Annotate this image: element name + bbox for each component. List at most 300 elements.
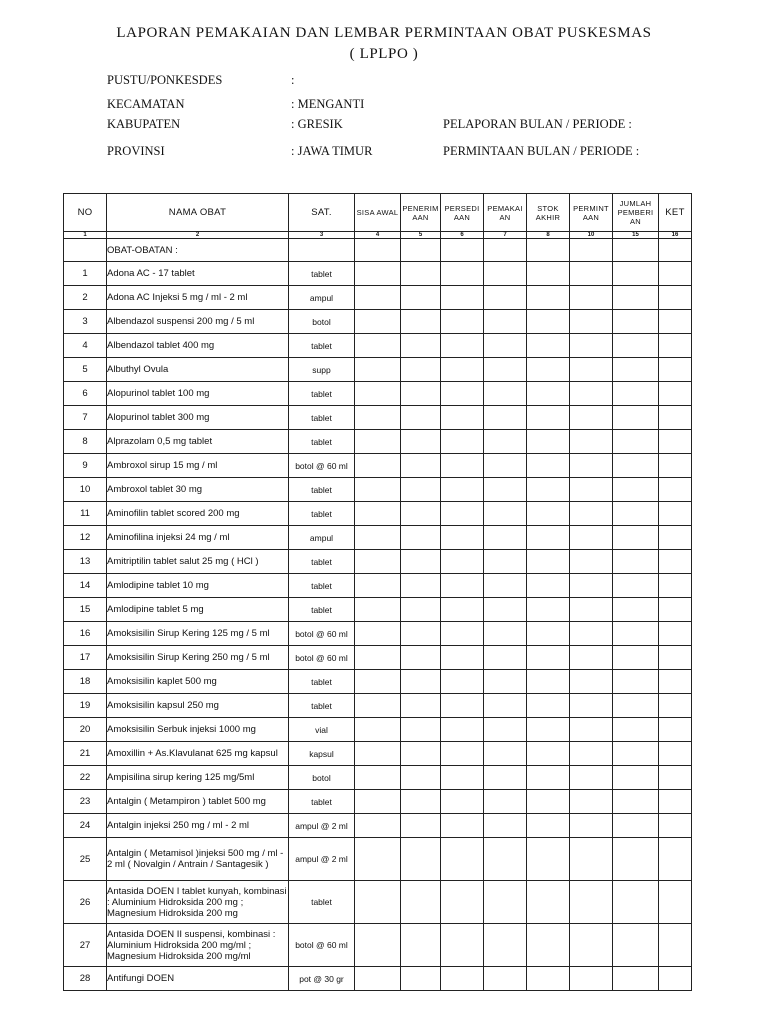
penerimaan-cell <box>401 550 441 574</box>
ket-cell <box>659 694 692 718</box>
sisa-awal-cell <box>355 502 401 526</box>
row-number: 24 <box>64 814 107 838</box>
ket-cell <box>659 334 692 358</box>
jumlah-pemberian-cell <box>613 262 659 286</box>
sisa-awal-cell <box>355 742 401 766</box>
persediaan-cell <box>441 526 484 550</box>
permintaan-cell <box>570 382 613 406</box>
persediaan-cell <box>441 646 484 670</box>
stok-akhir-cell <box>527 790 570 814</box>
table-row <box>64 790 692 814</box>
penerimaan-cell <box>401 790 441 814</box>
drug-unit: botol @ 60 ml <box>289 622 355 646</box>
persediaan-cell <box>441 454 484 478</box>
ket-cell <box>659 670 692 694</box>
pemakaian-cell <box>484 790 527 814</box>
penerimaan-cell <box>401 766 441 790</box>
sisa-awal-cell <box>355 718 401 742</box>
column-number: 8 <box>527 232 570 239</box>
sisa-awal-cell <box>355 838 401 881</box>
penerimaan-cell <box>401 670 441 694</box>
sisa-awal-cell <box>355 967 401 991</box>
drug-name: Amoksisilin Serbuk injeksi 1000 mg <box>107 718 289 742</box>
stok-akhir-cell <box>527 881 570 924</box>
row-number: 26 <box>64 881 107 924</box>
table-row <box>64 574 692 598</box>
penerimaan-cell <box>401 406 441 430</box>
row-number: 28 <box>64 967 107 991</box>
drug-unit: tablet <box>289 478 355 502</box>
pemakaian-cell <box>484 262 527 286</box>
header-ket: KET <box>659 194 692 232</box>
stok-akhir-cell <box>527 967 570 991</box>
permintaan-cell <box>570 454 613 478</box>
table-header-row <box>64 194 692 232</box>
drug-name: Aminofilin tablet scored 200 mg <box>107 502 289 526</box>
stok-akhir-cell <box>527 598 570 622</box>
ket-cell <box>659 382 692 406</box>
stok-akhir-cell <box>527 382 570 406</box>
persediaan-cell <box>441 502 484 526</box>
drug-unit: ampul @ 2 ml <box>289 814 355 838</box>
pemakaian-cell <box>484 766 527 790</box>
row-number: 4 <box>64 334 107 358</box>
persediaan-cell <box>441 598 484 622</box>
drug-unit: tablet <box>289 670 355 694</box>
row-number: 27 <box>64 924 107 967</box>
persediaan-cell <box>441 430 484 454</box>
jumlah-pemberian-cell <box>613 814 659 838</box>
pemakaian-cell <box>484 382 527 406</box>
column-number: 15 <box>613 232 659 239</box>
drug-name: Ambroxol sirup 15 mg / ml <box>107 454 289 478</box>
permintaan-cell <box>570 814 613 838</box>
drug-unit: tablet <box>289 550 355 574</box>
header-sisa-awal: SISA AWAL <box>355 194 401 232</box>
drug-unit: tablet <box>289 694 355 718</box>
table-row <box>64 550 692 574</box>
kecamatan-value: : MENGANTI <box>291 97 365 111</box>
ket-cell <box>659 454 692 478</box>
jumlah-pemberian-cell <box>613 967 659 991</box>
drug-unit: tablet <box>289 598 355 622</box>
jumlah-pemberian-cell <box>613 790 659 814</box>
penerimaan-cell <box>401 694 441 718</box>
permintaan-cell <box>570 924 613 967</box>
pemakaian-cell <box>484 574 527 598</box>
pemakaian-cell <box>484 838 527 881</box>
drug-unit: tablet <box>289 430 355 454</box>
pustu-value: : <box>291 73 295 87</box>
pustu-label: PUSTU/PONKESDES <box>107 73 223 87</box>
pemakaian-cell <box>484 670 527 694</box>
penerimaan-cell <box>401 742 441 766</box>
pemakaian-cell <box>484 924 527 967</box>
provinsi-label: PROVINSI <box>107 144 165 158</box>
persediaan-cell <box>441 790 484 814</box>
pemakaian-cell <box>484 622 527 646</box>
report-subtitle: ( LPLPO ) <box>349 46 419 62</box>
penerimaan-cell <box>401 967 441 991</box>
persediaan-cell <box>441 262 484 286</box>
sisa-awal-cell <box>355 622 401 646</box>
sisa-awal-cell <box>355 881 401 924</box>
jumlah-pemberian-cell <box>613 766 659 790</box>
ket-cell <box>659 967 692 991</box>
drug-unit: tablet <box>289 502 355 526</box>
permintaan-cell <box>570 766 613 790</box>
drug-name: Antasida DOEN I tablet kunyah, kombinasi : Aluminium Hidroksida 200 mg ; Magnesium Hidroksida 200 mg <box>107 881 289 924</box>
penerimaan-cell <box>401 646 441 670</box>
penerimaan-cell <box>401 814 441 838</box>
table-row <box>64 622 692 646</box>
drug-unit: tablet <box>289 382 355 406</box>
penerimaan-cell <box>401 574 441 598</box>
sisa-awal-cell <box>355 550 401 574</box>
jumlah-pemberian-cell <box>613 694 659 718</box>
drug-name: Antalgin injeksi 250 mg / ml - 2 ml <box>107 814 289 838</box>
sisa-awal-cell <box>355 382 401 406</box>
pemakaian-cell <box>484 358 527 382</box>
stok-akhir-cell <box>527 574 570 598</box>
permintaan-cell <box>570 574 613 598</box>
table-row <box>64 454 692 478</box>
stok-akhir-cell <box>527 454 570 478</box>
penerimaan-cell <box>401 502 441 526</box>
header-persediaan: PERSEDI AAN <box>441 194 484 232</box>
pemakaian-cell <box>484 550 527 574</box>
permintaan-cell <box>570 550 613 574</box>
penerimaan-cell <box>401 526 441 550</box>
jumlah-pemberian-cell <box>613 358 659 382</box>
drug-unit: ampul @ 2 ml <box>289 838 355 881</box>
jumlah-pemberian-cell <box>613 334 659 358</box>
row-number: 1 <box>64 262 107 286</box>
drug-name: Adona AC - 17 tablet <box>107 262 289 286</box>
stok-akhir-cell <box>527 622 570 646</box>
pemakaian-cell <box>484 406 527 430</box>
permintaan-cell <box>570 334 613 358</box>
ket-cell <box>659 622 692 646</box>
penerimaan-cell <box>401 718 441 742</box>
sisa-awal-cell <box>355 526 401 550</box>
section-label: OBAT-OBATAN : <box>107 239 289 262</box>
drug-name: Amoksisilin kapsul 250 mg <box>107 694 289 718</box>
jumlah-pemberian-cell <box>613 526 659 550</box>
persediaan-cell <box>441 286 484 310</box>
drug-unit: ampul <box>289 526 355 550</box>
table-row <box>64 286 692 310</box>
ket-cell <box>659 526 692 550</box>
penerimaan-cell <box>401 598 441 622</box>
header-no: NO <box>64 194 107 232</box>
drug-name: Amoksisilin kaplet 500 mg <box>107 670 289 694</box>
row-number: 15 <box>64 598 107 622</box>
header-jumlah-pemberian: JUMLAH PEMBERI AN <box>613 194 659 232</box>
jumlah-pemberian-cell <box>613 622 659 646</box>
ket-cell <box>659 598 692 622</box>
penerimaan-cell <box>401 454 441 478</box>
permintaan-cell <box>570 718 613 742</box>
sisa-awal-cell <box>355 262 401 286</box>
penerimaan-cell <box>401 382 441 406</box>
row-number: 16 <box>64 622 107 646</box>
drug-unit: supp <box>289 358 355 382</box>
penerimaan-cell <box>401 622 441 646</box>
jumlah-pemberian-cell <box>613 574 659 598</box>
permintaan-cell <box>570 502 613 526</box>
ket-cell <box>659 790 692 814</box>
permintaan-cell <box>570 286 613 310</box>
pemakaian-cell <box>484 598 527 622</box>
jumlah-pemberian-cell <box>613 598 659 622</box>
header-penerimaan: PENERIM AAN <box>401 194 441 232</box>
ket-cell <box>659 478 692 502</box>
permintaan-cell <box>570 881 613 924</box>
header-permintaan: PERMINT AAN <box>570 194 613 232</box>
table-row <box>64 742 692 766</box>
kabupaten-label: KABUPATEN <box>107 117 181 131</box>
persediaan-cell <box>441 838 484 881</box>
header-pemakaian: PEMAKAI AN <box>484 194 527 232</box>
penerimaan-cell <box>401 334 441 358</box>
stok-akhir-cell <box>527 526 570 550</box>
permintaan-cell <box>570 838 613 881</box>
permintaan-cell <box>570 742 613 766</box>
table-row <box>64 262 692 286</box>
persediaan-cell <box>441 550 484 574</box>
drug-unit: botol @ 60 ml <box>289 924 355 967</box>
penerimaan-cell <box>401 358 441 382</box>
sisa-awal-cell <box>355 814 401 838</box>
ket-cell <box>659 881 692 924</box>
row-number: 20 <box>64 718 107 742</box>
pemakaian-cell <box>484 430 527 454</box>
drug-unit: tablet <box>289 790 355 814</box>
column-number: 7 <box>484 232 527 239</box>
table-row <box>64 334 692 358</box>
table-row <box>64 598 692 622</box>
drug-name: Albuthyl Ovula <box>107 358 289 382</box>
provinsi-value: : JAWA TIMUR <box>291 144 373 158</box>
jumlah-pemberian-cell <box>613 742 659 766</box>
ket-cell <box>659 766 692 790</box>
pemakaian-cell <box>484 334 527 358</box>
drug-name: Antasida DOEN II suspensi, kombinasi : Aluminium Hidroksida 200 mg/ml ; Magnesium Hidroksida 200 mg/ml <box>107 924 289 967</box>
sisa-awal-cell <box>355 478 401 502</box>
drug-name: Amoksisilin Sirup Kering 125 mg / 5 ml <box>107 622 289 646</box>
permintaan-cell <box>570 310 613 334</box>
sisa-awal-cell <box>355 670 401 694</box>
pemakaian-cell <box>484 286 527 310</box>
drug-unit: botol @ 60 ml <box>289 646 355 670</box>
row-number: 13 <box>64 550 107 574</box>
ket-cell <box>659 924 692 967</box>
persediaan-cell <box>441 574 484 598</box>
drug-name: Ampisilina sirup kering 125 mg/5ml <box>107 766 289 790</box>
persediaan-cell <box>441 814 484 838</box>
drug-name: Amlodipine tablet 5 mg <box>107 598 289 622</box>
pemakaian-cell <box>484 718 527 742</box>
column-number: 16 <box>659 232 692 239</box>
permintaan-cell <box>570 478 613 502</box>
row-number: 11 <box>64 502 107 526</box>
drug-name: Alopurinol tablet 300 mg <box>107 406 289 430</box>
row-number: 8 <box>64 430 107 454</box>
persediaan-cell <box>441 924 484 967</box>
table-row <box>64 694 692 718</box>
stok-akhir-cell <box>527 550 570 574</box>
pemakaian-cell <box>484 881 527 924</box>
drug-name: Albendazol tablet 400 mg <box>107 334 289 358</box>
kabupaten-value: : GRESIK <box>291 117 343 131</box>
ket-cell <box>659 430 692 454</box>
column-number: 1 <box>64 232 107 239</box>
persediaan-cell <box>441 742 484 766</box>
sisa-awal-cell <box>355 790 401 814</box>
persediaan-cell <box>441 670 484 694</box>
table-row <box>64 310 692 334</box>
lplpo-table <box>63 193 692 991</box>
row-number: 25 <box>64 838 107 881</box>
ket-cell <box>659 406 692 430</box>
persediaan-cell <box>441 358 484 382</box>
ket-cell <box>659 502 692 526</box>
stok-akhir-cell <box>527 742 570 766</box>
persediaan-cell <box>441 382 484 406</box>
drug-unit: tablet <box>289 334 355 358</box>
table-row <box>64 526 692 550</box>
stok-akhir-cell <box>527 718 570 742</box>
column-number-row <box>64 232 692 239</box>
pemakaian-cell <box>484 454 527 478</box>
table-row <box>64 881 692 924</box>
pemakaian-cell <box>484 742 527 766</box>
permintaan-cell <box>570 646 613 670</box>
ket-cell <box>659 814 692 838</box>
jumlah-pemberian-cell <box>613 718 659 742</box>
column-number: 5 <box>401 232 441 239</box>
stok-akhir-cell <box>527 358 570 382</box>
column-number: 2 <box>107 232 289 239</box>
permintaan-cell <box>570 406 613 430</box>
drug-unit: botol <box>289 310 355 334</box>
header-satuan: SAT. <box>289 194 355 232</box>
jumlah-pemberian-cell <box>613 502 659 526</box>
row-number: 7 <box>64 406 107 430</box>
ket-cell <box>659 286 692 310</box>
ket-cell <box>659 358 692 382</box>
permintaan-cell <box>570 358 613 382</box>
persediaan-cell <box>441 967 484 991</box>
jumlah-pemberian-cell <box>613 478 659 502</box>
table-row <box>64 967 692 991</box>
jumlah-pemberian-cell <box>613 406 659 430</box>
sisa-awal-cell <box>355 334 401 358</box>
drug-name: Alopurinol tablet 100 mg <box>107 382 289 406</box>
pemakaian-cell <box>484 310 527 334</box>
persediaan-cell <box>441 881 484 924</box>
jumlah-pemberian-cell <box>613 310 659 334</box>
sisa-awal-cell <box>355 694 401 718</box>
sisa-awal-cell <box>355 598 401 622</box>
jumlah-pemberian-cell <box>613 430 659 454</box>
jumlah-pemberian-cell <box>613 286 659 310</box>
row-number: 19 <box>64 694 107 718</box>
table-row <box>64 718 692 742</box>
ket-cell <box>659 742 692 766</box>
jumlah-pemberian-cell <box>613 670 659 694</box>
section-row <box>64 239 692 262</box>
row-number: 14 <box>64 574 107 598</box>
header-stok-akhir: STOK AKHIR <box>527 194 570 232</box>
table-row <box>64 478 692 502</box>
jumlah-pemberian-cell <box>613 924 659 967</box>
table-row <box>64 838 692 881</box>
table-row <box>64 430 692 454</box>
drug-name: Antifungi DOEN <box>107 967 289 991</box>
drug-unit: tablet <box>289 574 355 598</box>
jumlah-pemberian-cell <box>613 454 659 478</box>
pelaporan-label: PELAPORAN BULAN / PERIODE : <box>443 117 632 131</box>
column-number: 6 <box>441 232 484 239</box>
penerimaan-cell <box>401 430 441 454</box>
penerimaan-cell <box>401 881 441 924</box>
drug-name: Adona AC Injeksi 5 mg / ml - 2 ml <box>107 286 289 310</box>
pemakaian-cell <box>484 814 527 838</box>
persediaan-cell <box>441 718 484 742</box>
row-number: 17 <box>64 646 107 670</box>
table-row <box>64 358 692 382</box>
kecamatan-label: KECAMATAN <box>107 97 185 111</box>
drug-unit: tablet <box>289 406 355 430</box>
sisa-awal-cell <box>355 454 401 478</box>
persediaan-cell <box>441 694 484 718</box>
sisa-awal-cell <box>355 924 401 967</box>
header-nama-obat: NAMA OBAT <box>107 194 289 232</box>
stok-akhir-cell <box>527 766 570 790</box>
pemakaian-cell <box>484 646 527 670</box>
jumlah-pemberian-cell <box>613 881 659 924</box>
stok-akhir-cell <box>527 430 570 454</box>
stok-akhir-cell <box>527 838 570 881</box>
drug-unit: ampul <box>289 286 355 310</box>
table-row <box>64 766 692 790</box>
permintaan-cell <box>570 694 613 718</box>
jumlah-pemberian-cell <box>613 646 659 670</box>
row-number: 10 <box>64 478 107 502</box>
sisa-awal-cell <box>355 766 401 790</box>
stok-akhir-cell <box>527 646 570 670</box>
row-number: 21 <box>64 742 107 766</box>
penerimaan-cell <box>401 478 441 502</box>
persediaan-cell <box>441 406 484 430</box>
jumlah-pemberian-cell <box>613 382 659 406</box>
stok-akhir-cell <box>527 286 570 310</box>
row-number: 6 <box>64 382 107 406</box>
persediaan-cell <box>441 766 484 790</box>
drug-name: Aminofilina injeksi 24 mg / ml <box>107 526 289 550</box>
report-title: LAPORAN PEMAKAIAN DAN LEMBAR PERMINTAAN OBAT PUSKESMAS <box>116 25 652 41</box>
ket-cell <box>659 646 692 670</box>
sisa-awal-cell <box>355 310 401 334</box>
permintaan-cell <box>570 430 613 454</box>
permintaan-cell <box>570 622 613 646</box>
column-number: 3 <box>289 232 355 239</box>
stok-akhir-cell <box>527 478 570 502</box>
permintaan-cell <box>570 670 613 694</box>
ket-cell <box>659 550 692 574</box>
